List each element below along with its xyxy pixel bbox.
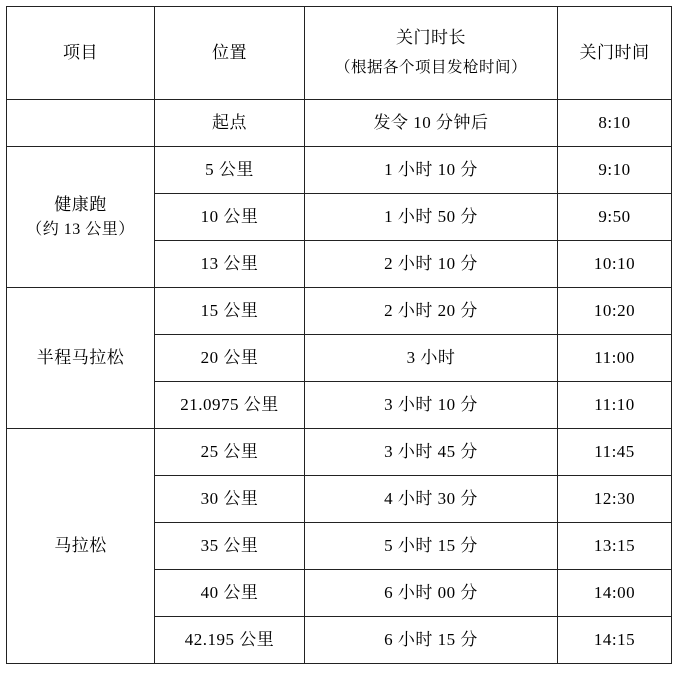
duration-cell: 3 小时 10 分	[305, 382, 558, 429]
location-cell: 25 公里	[155, 429, 305, 476]
closing-time-cell: 10:20	[558, 288, 672, 335]
duration-cell: 6 小时 00 分	[305, 570, 558, 617]
event-label: 健康跑	[54, 195, 107, 215]
closing-time-cell: 10:10	[558, 241, 672, 288]
closing-time-cell: 11:10	[558, 382, 672, 429]
event-label: 半程马拉松	[36, 347, 125, 367]
closing-time-table	[6, 6, 672, 664]
duration-cell: 1 小时 10 分	[305, 147, 558, 194]
closing-time-cell: 9:50	[558, 194, 672, 241]
duration-cell: 2 小时 20 分	[305, 288, 558, 335]
closing-time-cell: 14:15	[558, 617, 672, 664]
location-cell: 20 公里	[155, 335, 305, 382]
closing-time-cell: 9:10	[558, 147, 672, 194]
header-duration-line2: （根据各个项目发枪时间）	[334, 59, 527, 77]
event-cell-health-run	[7, 147, 155, 288]
event-sublabel: （约 13 公里）	[26, 220, 135, 238]
header-cell-event: 项目	[7, 7, 155, 100]
closing-time-cell: 11:45	[558, 429, 672, 476]
duration-cell: 4 小时 30 分	[305, 476, 558, 523]
event-cell-half-marathon	[7, 288, 155, 429]
location-cell: 起点	[155, 100, 305, 147]
closing-time-cell: 13:15	[558, 523, 672, 570]
location-cell: 40 公里	[155, 570, 305, 617]
location-cell: 42.195 公里	[155, 617, 305, 664]
location-cell: 10 公里	[155, 194, 305, 241]
closing-time-cell: 14:00	[558, 570, 672, 617]
location-cell: 35 公里	[155, 523, 305, 570]
closing-time-cell: 12:30	[558, 476, 672, 523]
duration-cell: 发令 10 分钟后	[305, 100, 558, 147]
duration-cell: 3 小时	[305, 335, 558, 382]
table-header-row	[7, 7, 672, 100]
closing-time-cell: 11:00	[558, 335, 672, 382]
duration-cell: 3 小时 45 分	[305, 429, 558, 476]
duration-cell: 2 小时 10 分	[305, 241, 558, 288]
table-row	[7, 147, 672, 194]
location-cell: 5 公里	[155, 147, 305, 194]
event-label: 马拉松	[54, 535, 107, 555]
location-cell: 30 公里	[155, 476, 305, 523]
event-cell-blank	[7, 100, 155, 147]
header-cell-closing-time: 关门时间	[558, 7, 672, 100]
table-row	[7, 100, 672, 147]
duration-cell: 6 小时 15 分	[305, 617, 558, 664]
table-row	[7, 429, 672, 476]
duration-cell: 5 小时 15 分	[305, 523, 558, 570]
location-cell: 13 公里	[155, 241, 305, 288]
location-cell: 21.0975 公里	[155, 382, 305, 429]
event-cell-marathon	[7, 429, 155, 664]
duration-cell: 1 小时 50 分	[305, 194, 558, 241]
location-cell: 15 公里	[155, 288, 305, 335]
closing-time-cell: 8:10	[558, 100, 672, 147]
header-duration-line1: 关门时长	[396, 28, 466, 48]
table-row	[7, 288, 672, 335]
header-cell-location: 位置	[155, 7, 305, 100]
header-cell-duration	[305, 7, 558, 100]
